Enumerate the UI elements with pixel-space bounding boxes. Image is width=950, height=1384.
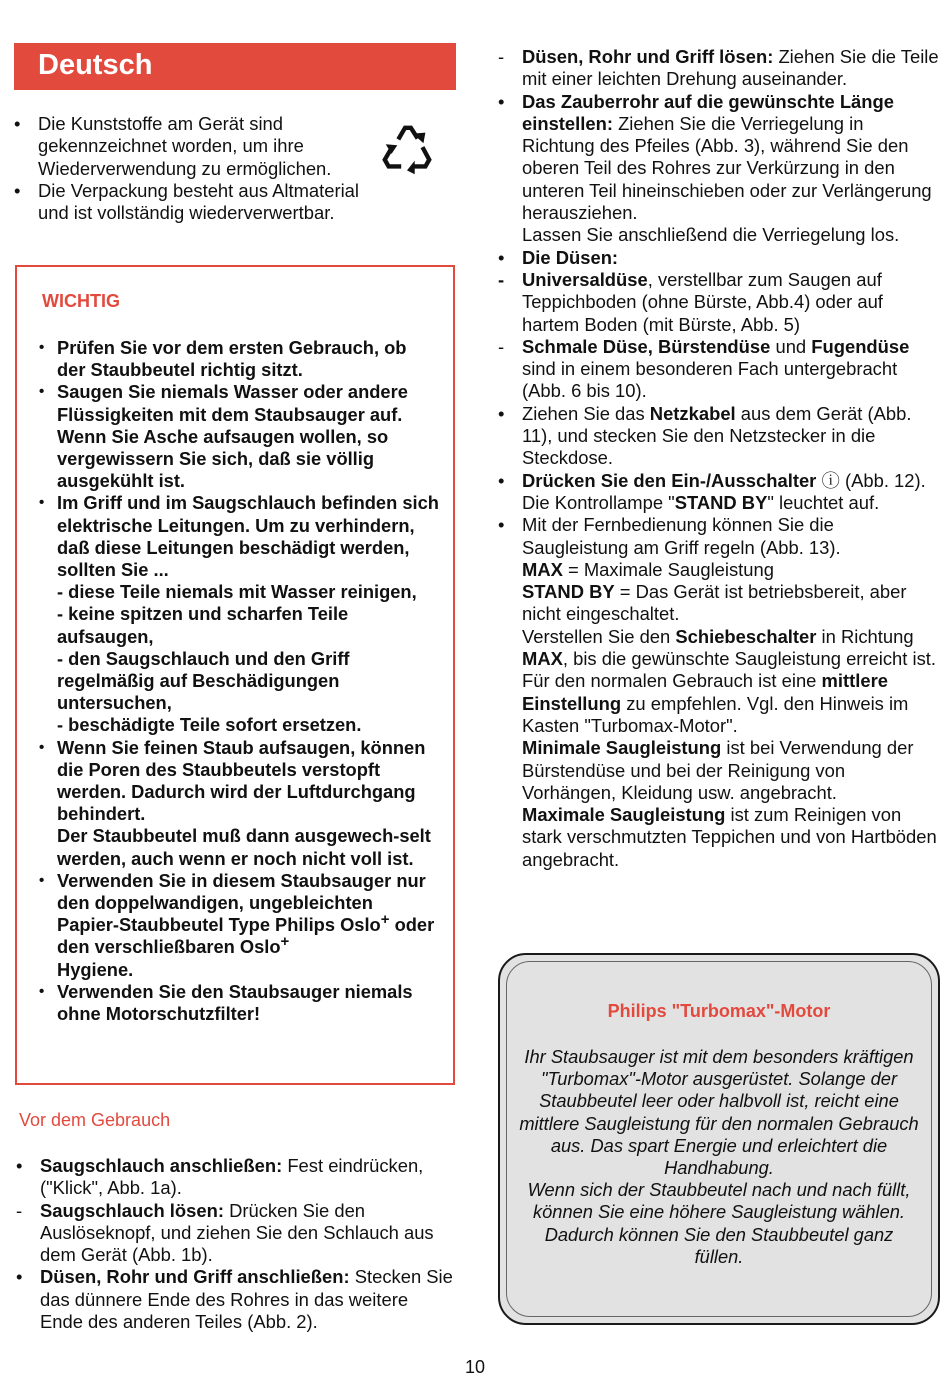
instruction-text: Maximale Saugleistung bbox=[522, 804, 726, 826]
instruction-text: Ziehen Sie die Verriegelung in Richtung des Pfeiles (Abb. 3), während Sie den oberen Teil des Rohres zur Verkürzung in den unteren Teil hineinschieben oder zur Verlängerung herausziehen. bbox=[522, 112, 932, 224]
list-item bbox=[498, 247, 940, 269]
bullet-marker: - bbox=[498, 268, 505, 290]
list-item bbox=[498, 470, 940, 515]
turbomax-title: Philips "Turbomax"-Motor bbox=[607, 1001, 831, 1021]
instruction-paragraph bbox=[522, 670, 940, 737]
instruction-paragraph bbox=[522, 737, 940, 804]
instruction-text: sind in einem besonderen Fach untergebracht (Abb. 6 bis 10). bbox=[522, 358, 898, 402]
instruction-note bbox=[522, 492, 940, 514]
before-use-title: Vor dem Gebrauch bbox=[19, 1110, 171, 1130]
plus-mark: + bbox=[280, 933, 290, 951]
instruction-text: ist bei Verwendung der Bürstendüse und bei der Reinigung von Vorhängen, Kleidung usw. angebracht. bbox=[522, 737, 914, 803]
list-item bbox=[39, 870, 439, 981]
list-item bbox=[498, 336, 940, 403]
instruction-note: Lassen Sie anschließend die Verriegelung los. bbox=[522, 224, 900, 246]
warning-text: - keine spitzen und scharfen Teile aufsaugen, bbox=[57, 603, 349, 647]
bullet-marker: • bbox=[39, 383, 45, 401]
warning-text: Hygiene. bbox=[57, 958, 134, 980]
bullet-marker: • bbox=[39, 494, 45, 512]
instruction-paragraph bbox=[522, 559, 940, 581]
warning-text: Im Griff und im Saugschlauch befinden sich elektrische Leitungen. Um zu verhindern, daß diese Leitungen beschädigt werden, sollten Sie ... bbox=[57, 492, 439, 581]
instruction-text: Die Düsen: bbox=[522, 246, 619, 268]
bullet-marker: • bbox=[39, 339, 45, 356]
warning-text: Saugen Sie niemals Wasser oder andere Flüssigkeiten mit dem Staubsauger auf. Wenn Sie Asche aufsaugen wollen, so vergewissern Sie sich, daß sie völlig ausgekühlt ist. bbox=[57, 381, 408, 492]
bullet-marker: • bbox=[498, 469, 505, 491]
list-item bbox=[16, 1155, 456, 1200]
list-item bbox=[39, 737, 439, 870]
warning-text: Verwenden Sie den Staubsauger niemals ohne Motorschutzfilter! bbox=[57, 980, 413, 1025]
list-item bbox=[14, 180, 384, 225]
instruction-text: Mit der Fernbedienung können Sie die Saugleistung am Griff regeln (Abb. 13). bbox=[522, 514, 841, 558]
list-item bbox=[498, 403, 940, 470]
list-item bbox=[39, 337, 439, 381]
instruction-text: Düsen, Rohr und Griff lösen: bbox=[522, 46, 774, 67]
instruction-text: ist zum Reinigen von stark verschmutzten Teppichen und von Hartböden angebracht. bbox=[522, 804, 937, 870]
step-text: Fest eindrücken, ("Klick", Abb. 1a). bbox=[40, 1155, 424, 1199]
instruction-text: , bis die gewünschte Saugleistung erreicht ist. bbox=[562, 648, 937, 670]
list-item bbox=[39, 492, 439, 736]
bullet-marker: - bbox=[498, 46, 505, 67]
turbomax-text bbox=[518, 1046, 920, 1268]
instruction-text: (Abb. 12). bbox=[839, 469, 926, 491]
bullet-marker: • bbox=[39, 982, 45, 1000]
list-item bbox=[39, 981, 439, 1025]
warning-text: Wenn Sie feinen Staub aufsaugen, können die Poren des Staubbeutels verstopft werden. Dadurch wird der Luftdurchgang behindert. bbox=[57, 736, 426, 825]
instruction-text: aus dem Gerät (Abb. 11), und stecken Sie den Netzstecker in die Steckdose. bbox=[522, 402, 912, 469]
instruction-paragraph bbox=[522, 804, 940, 871]
instruction-paragraph bbox=[522, 581, 940, 626]
intro-list bbox=[14, 113, 384, 224]
bullet-marker: • bbox=[498, 90, 505, 112]
instruction-text: Schiebeschalter bbox=[675, 625, 817, 647]
intro-text: Die Kunststoffe am Gerät sind gekennzeichnet worden, um ihre Wiederverwendung zu ermöglichen. bbox=[38, 113, 332, 179]
instruction-text: Drücken Sie den Ein-/Ausschalter bbox=[522, 469, 817, 491]
instruction-text: MAX bbox=[522, 558, 563, 580]
list-item bbox=[498, 46, 940, 91]
warning-text: Verwenden Sie in diesem Staubsauger nur den doppelwandigen, ungebleichten Papier-Staubbeutel Type Philips Oslo bbox=[57, 869, 426, 936]
step-label: Saugschlauch lösen: bbox=[40, 1199, 224, 1221]
plus-mark: + bbox=[380, 911, 390, 929]
step-text: Stecken Sie das dünnere Ende des Rohres in das weitere Ende des anderen Teiles (Abb. 2). bbox=[40, 1266, 453, 1333]
instruction-text: und bbox=[770, 335, 812, 357]
bullet-marker: • bbox=[16, 1155, 23, 1176]
bullet-marker: • bbox=[498, 246, 505, 268]
step-text: Drücken Sie den Auslöseknopf, und ziehen Sie den Schlauch aus dem Gerät (Abb. 1b). bbox=[40, 1199, 434, 1266]
list-item bbox=[14, 113, 384, 180]
warning-text: oder den verschließbaren Oslo bbox=[57, 914, 435, 958]
warning-text: Prüfen Sie vor dem ersten Gebrauch, ob der Staubbeutel richtig sitzt. bbox=[57, 337, 407, 381]
instruction-text: Ziehen Sie das bbox=[522, 402, 650, 424]
bullet-marker: - bbox=[16, 1199, 23, 1221]
bullet-marker: • bbox=[39, 871, 45, 889]
warning-list bbox=[39, 337, 439, 1025]
bullet-marker: • bbox=[16, 1266, 23, 1288]
bullet-marker: • bbox=[39, 738, 45, 756]
instruction-text: , verstellbar zum Saugen auf Teppichboden (ohne Bürste, Abb.4) oder auf hartem Boden (mit Bürste, Abb. 5) bbox=[522, 268, 883, 335]
instruction-text: = Maximale Saugleistung bbox=[562, 558, 774, 580]
list-item bbox=[16, 1200, 456, 1267]
instruction-text: mittlere Einstellung bbox=[522, 670, 888, 714]
turbomax-paragraph: Ihr Staubsauger ist mit dem besonders kräftigen "Turbomax"-Motor ausgerüstet. Solange der Staubbeutel leer oder halbvoll ist, reicht eine mittlere Saugleistung für den normalen Gebrauch aus. Das spart Energie und erleichtert die Handhabung. bbox=[519, 1046, 919, 1179]
list-item bbox=[498, 514, 940, 871]
warning-box bbox=[15, 265, 455, 1085]
instruction-text: Für den normalen Gebrauch ist eine bbox=[522, 670, 822, 692]
list-item bbox=[498, 269, 940, 336]
instruction-text: in Richtung bbox=[816, 625, 914, 647]
instruction-paragraph bbox=[522, 626, 940, 671]
instruction-text: zu empfehlen. Vgl. den Hinweis im Kasten "Turbomax-Motor". bbox=[522, 692, 909, 736]
bullet-marker: • bbox=[498, 514, 505, 536]
recycle-icon bbox=[378, 122, 436, 180]
warning-text: - den Saugschlauch und den Griff regelmäßig auf Beschädigungen untersuchen, bbox=[57, 647, 350, 714]
bullet-marker: - bbox=[498, 335, 505, 357]
instruction-text: Die Kontrollampe " bbox=[522, 491, 675, 513]
instruction-text: " leuchtet auf. bbox=[767, 491, 880, 513]
before-use-list bbox=[16, 1155, 456, 1333]
instruction-text: Universaldüse bbox=[522, 268, 648, 290]
bullet-marker: • bbox=[14, 113, 21, 134]
turbomax-paragraph: Wenn sich der Staubbeutel nach und nach füllt, können Sie eine höhere Saugleistung wählen. Dadurch können Sie den Staubbeutel ganz füllen. bbox=[527, 1179, 911, 1267]
warning-text: - diese Teile niemals mit Wasser reinigen, bbox=[57, 581, 417, 603]
turbomax-box bbox=[498, 953, 940, 1325]
instruction-text: Netzkabel bbox=[649, 402, 736, 424]
instruction-text: Das Zauberrohr auf die gewünschte Länge einstellen: bbox=[522, 90, 894, 134]
instruction-text: Ziehen Sie die Teile mit einer leichten Drehung auseinander. bbox=[522, 46, 939, 90]
instruction-text: Schmale Düse, Bürstendüse bbox=[522, 335, 771, 357]
step-label: Düsen, Rohr und Griff anschließen: bbox=[40, 1266, 350, 1288]
instructions-list bbox=[498, 46, 940, 871]
warning-text: Der Staubbeutel muß dann ausgewech-selt werden, auch wenn er noch nicht voll ist. bbox=[57, 825, 431, 869]
step-label: Saugschlauch anschließen: bbox=[40, 1155, 283, 1176]
language-header: Deutsch bbox=[14, 43, 456, 90]
page-number: 10 bbox=[464, 1357, 486, 1377]
instruction-text: Minimale Saugleistung bbox=[522, 737, 722, 759]
list-item bbox=[16, 1266, 456, 1333]
instruction-text: STAND BY bbox=[674, 491, 768, 513]
instruction-text: = Das Gerät ist betriebsbereit, aber nicht eingeschaltet. bbox=[522, 581, 907, 625]
bullet-marker: • bbox=[14, 179, 21, 201]
warning-title: WICHTIG bbox=[42, 291, 120, 311]
instruction-text: ⓘ bbox=[816, 469, 840, 491]
list-item bbox=[498, 91, 940, 247]
list-item bbox=[39, 381, 439, 492]
intro-text: Die Verpackung besteht aus Altmaterial und ist vollständig wiederverwertbar. bbox=[38, 179, 359, 224]
bullet-marker: • bbox=[498, 402, 505, 424]
instruction-text: STAND BY bbox=[522, 581, 615, 603]
warning-text: - beschädigte Teile sofort ersetzen. bbox=[57, 714, 362, 736]
instruction-text: Fugendüse bbox=[811, 335, 910, 357]
instruction-text: MAX bbox=[522, 648, 563, 670]
instruction-text: Verstellen Sie den bbox=[522, 625, 676, 647]
